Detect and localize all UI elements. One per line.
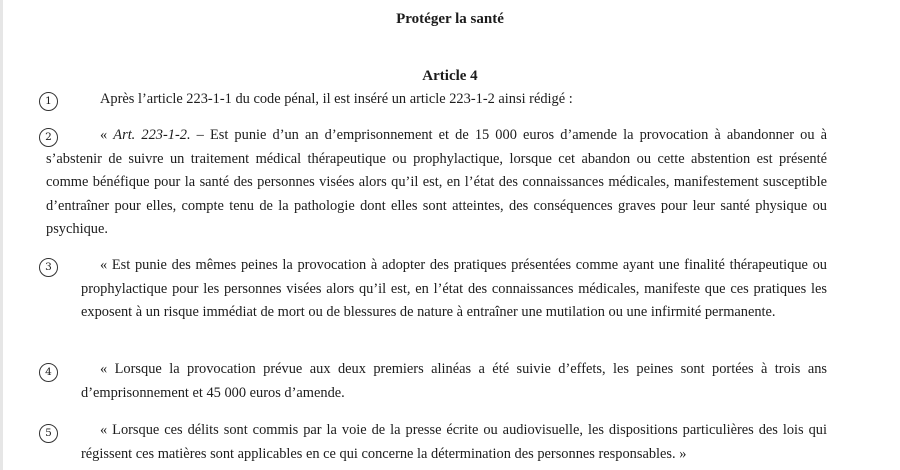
paragraph-2 [46, 124, 827, 242]
paragraph-2-article-ref: Art. 223-1-2. [113, 127, 191, 143]
paragraph-number-2: 2 [39, 128, 58, 147]
paragraph-1 [100, 88, 827, 112]
paragraph-2-lead: « [100, 127, 114, 143]
paragraph-5 [81, 419, 827, 466]
paragraph-5-text: « Lorsque ces délits sont commis par la voie de la presse écrite ou audiovisuelle, les dispositions particulières des lois qui régissent ces matières sont applicables en ce qui concerne la détermination des personnes responsables. » [81, 422, 827, 462]
paragraph-1-text: Après l’article 223-1-1 du code pénal, il est inséré un article 223-1-2 ainsi rédigé : [100, 91, 573, 107]
paragraph-3 [81, 254, 827, 325]
section-title: Protéger la santé [396, 11, 504, 27]
paragraph-4 [81, 358, 827, 405]
article-title: Article 4 [422, 68, 478, 84]
paragraph-number-3: 3 [39, 258, 58, 277]
paragraph-number-4: 4 [39, 363, 58, 382]
paragraph-3-text: « Est punie des mêmes peines la provocation à adopter des pratiques présentées comme ayant une finalité thérapeutique ou prophylactique pour les personnes visées alors qu’il est, en l’état des connaissances médicales, manifeste que ces pratiques les exposent à un risque immédiat de mort ou de blessures de nature à entraîner une mutilation ou une infirmité permanente. [81, 257, 827, 320]
paragraph-number-1: 1 [39, 92, 58, 111]
paragraph-4-text: « Lorsque la provocation prévue aux deux premiers alinéas a été suivie d’effets, les peines sont portées à trois ans d’emprisonnement et 45 000 euros d’amende. [81, 361, 827, 401]
paragraph-2-text: – Est punie d’un an d’emprisonnement et de 15 000 euros d’amende la provocation à abandonner ou à s’abstenir de suivre un traitement médical thérapeutique ou prophylactique, lorsque cet abandon ou cette abstention est présenté comme bénéfique pour la santé des personnes visées alors qu’il est, en l’état des connaissances médicales, manifestement susceptible d’entraîner pour elles, compte tenu de la pathologie dont elles sont atteintes, des conséquences graves pour leur santé physique ou psychique. [46, 127, 827, 237]
paragraph-number-5: 5 [39, 424, 58, 443]
